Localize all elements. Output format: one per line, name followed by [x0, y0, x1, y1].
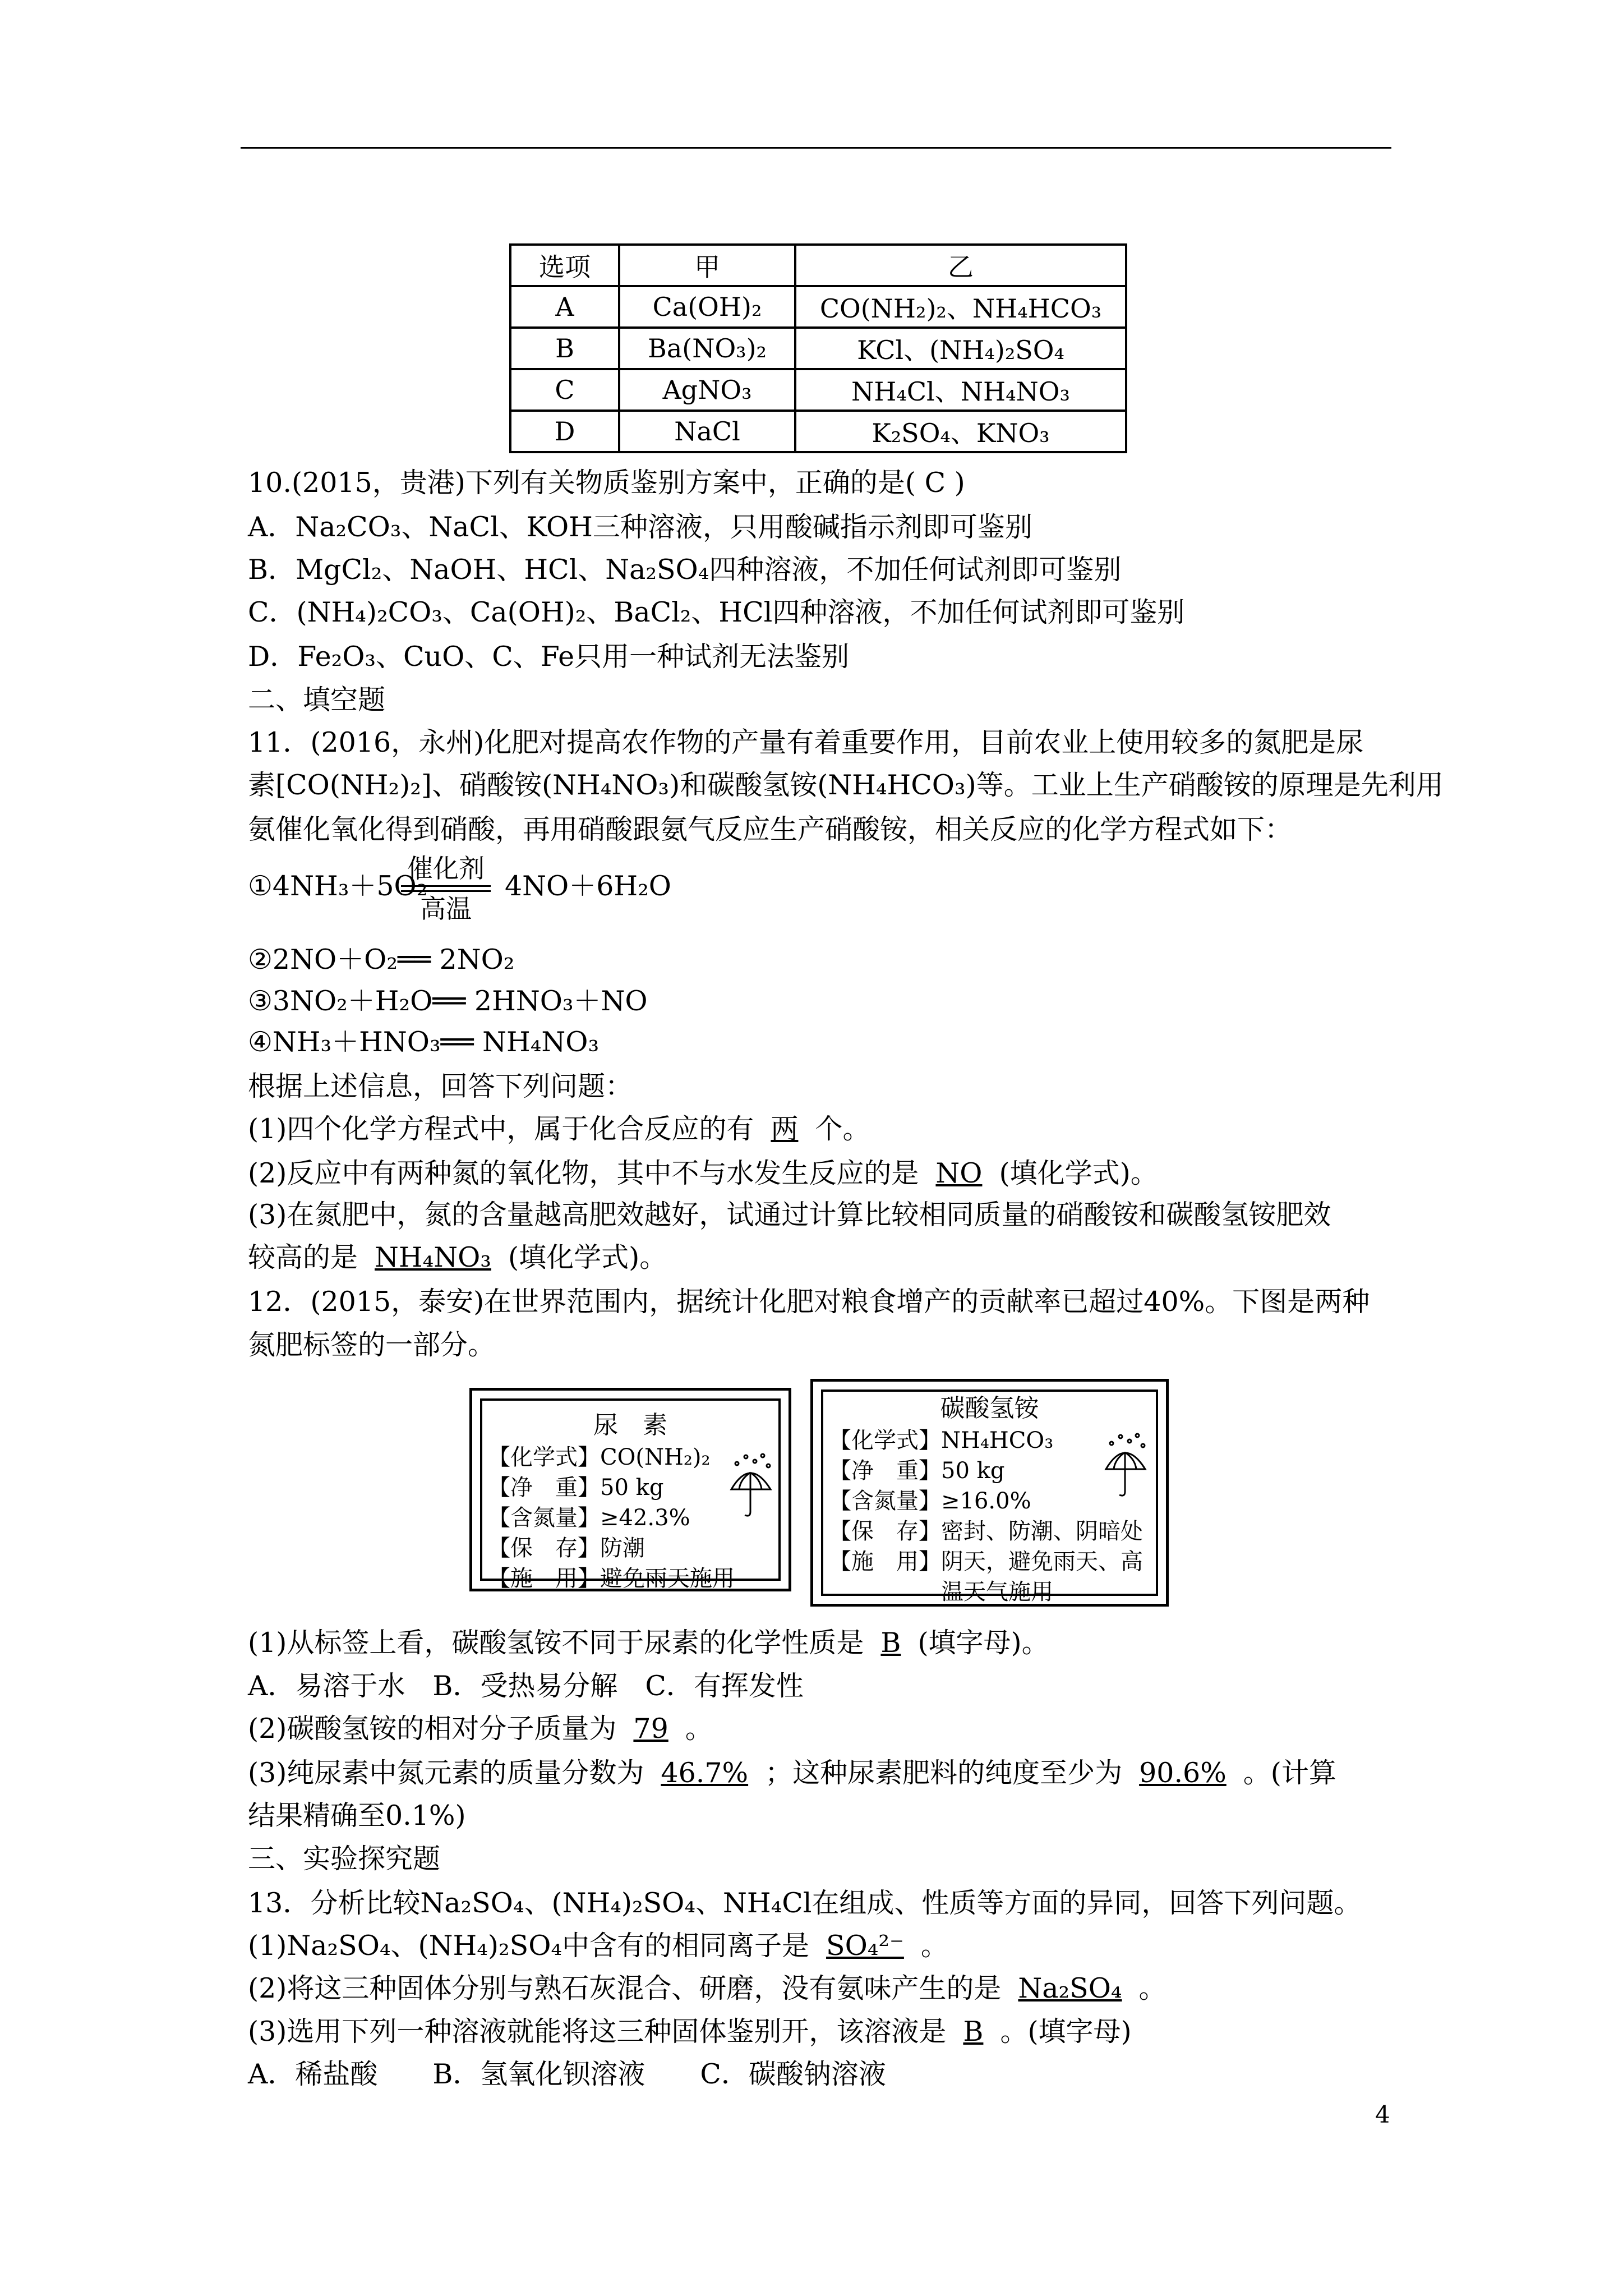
answer-blank: Na₂SO₄ — [1018, 1972, 1122, 2004]
q11-intro: 根据上述信息，回答下列问题： — [248, 1070, 633, 1102]
q11-line: 11．(2016，永州)化肥对提高农作物的产量有着重要作用，目前农业上使用较多的氮肥是尿 — [248, 726, 1364, 758]
q12-part2 — [248, 1707, 713, 1751]
q12-part3 — [248, 1751, 1336, 1795]
header-rule — [241, 147, 1391, 149]
table-cell: AgNO₃ — [619, 369, 795, 411]
q10-option-b: B．MgCl₂、NaOH、HCl、Na₂SO₄四种溶液，不加任何试剂即可鉴别 — [248, 554, 1122, 586]
urea-label — [469, 1388, 791, 1591]
equation-3: ③3NO₂＋H₂O══ 2HNO₃＋NO — [248, 985, 648, 1017]
ammonium-bicarbonate-label — [810, 1379, 1169, 1607]
table-cell: KCl、(NH₄)₂SO₄ — [795, 328, 1126, 369]
equation-1-left: ①4NH₃＋5O₂ — [248, 870, 428, 902]
q11-p2-text: (2)反应中有两种氮的氧化物，其中不与水发生反应的是 — [248, 1157, 919, 1189]
table-cell: CO(NH₂)₂、NH₄HCO₃ — [795, 286, 1126, 328]
condition-catalyst: 催化剂 — [407, 853, 485, 884]
label-title: 尿 素 — [593, 1411, 667, 1439]
q11-part2 — [248, 1152, 1158, 1195]
section-heading: 三、实验探究题 — [248, 1843, 441, 1875]
table-row — [510, 328, 1126, 369]
q13-part1 — [248, 1924, 948, 1968]
table-cell: C — [510, 369, 619, 411]
equation-1-right: 4NO＋6H₂O — [505, 870, 671, 902]
q12-p1-text: (1)从标签上看，碳酸氢铵不同于尿素的化学性质是 — [248, 1627, 864, 1659]
q12-part3-cont: 结果精确至0.1%) — [248, 1800, 466, 1832]
q12-p1-end: (填字母)。 — [917, 1627, 1049, 1659]
label-row: 【净 重】50 kg — [829, 1458, 1005, 1484]
label-row: 【化学式】CO(NH₂)₂ — [488, 1444, 711, 1470]
label-row: 【保 存】密封、防潮、阴暗处 — [829, 1519, 1143, 1544]
label-row: 【施 用】阴天，避免雨天、高 — [829, 1549, 1143, 1575]
q11-part3-cont — [248, 1236, 667, 1280]
label-row: 温天气施用 — [829, 1579, 1053, 1605]
q13-p2-end: 。 — [1138, 1972, 1166, 2004]
table-cell: A — [510, 286, 619, 328]
answer-blank: 79 — [633, 1713, 668, 1745]
table-row — [510, 286, 1126, 328]
options-table — [509, 243, 1127, 453]
q13-p2-text: (2)将这三种固体分别与熟石灰混合、研磨，没有氨味产生的是 — [248, 1972, 1002, 2004]
q12-p3-end: 。(计算 — [1243, 1757, 1336, 1789]
umbrella-rain-icon — [729, 1451, 774, 1519]
section-heading: 二、填空题 — [248, 684, 386, 716]
umbrella-rain-icon — [1104, 1431, 1149, 1498]
answer-blank: B — [880, 1627, 901, 1659]
q13-p3-text: (3)选用下列一种溶液就能将这三种固体鉴别开，该溶液是 — [248, 2016, 947, 2047]
q10-answer: C — [924, 467, 946, 499]
label-row: 【净 重】50 kg — [488, 1475, 664, 1501]
answer-blank: NO — [935, 1157, 983, 1189]
answer-blank: 两 — [771, 1113, 799, 1145]
table-cell: B — [510, 328, 619, 369]
table-cell: D — [510, 411, 619, 452]
reaction-condition — [401, 853, 491, 924]
q11-line: 素[CO(NH₂)₂]、硝酸铵(NH₄NO₃)和碳酸氢铵(NH₄HCO₃)等。工业上生产硝酸铵的原理是先利用 — [248, 769, 1444, 801]
table-row — [510, 411, 1126, 452]
table-header-row — [510, 245, 1126, 286]
q13-stem: 13．分析比较Na₂SO₄、(NH₄)₂SO₄、NH₄Cl在组成、性质等方面的异同，回答下列问题。 — [248, 1887, 1362, 1919]
label-inner-border — [480, 1398, 781, 1591]
q10-stem-text: 10.(2015，贵港)下列有关物质鉴别方案中，正确的是( — [248, 467, 916, 499]
q13-p1-end: 。 — [920, 1930, 948, 1962]
q12-part1-options: A．易溶于水 B．受热易分解 C．有挥发性 — [248, 1670, 804, 1702]
table-row — [510, 369, 1126, 411]
table-cell: NH₄Cl、NH₄NO₃ — [795, 369, 1126, 411]
label-inner-border — [821, 1389, 1158, 1605]
answer-blank: SO₄²⁻ — [826, 1930, 904, 1962]
table-cell: Ca(OH)₂ — [619, 286, 795, 328]
answer-blank: B — [963, 2016, 984, 2047]
q12-part1 — [248, 1621, 1049, 1665]
condition-temperature: 高温 — [420, 894, 472, 924]
label-row: 【含氮量】≥42.3% — [488, 1505, 690, 1531]
answer-blank: 46.7% — [661, 1757, 749, 1789]
q10-stem-end: ) — [954, 467, 965, 499]
table-header: 乙 — [795, 245, 1126, 286]
q10-option-a: A．Na₂CO₃、NaCl、KOH三种溶液，只用酸碱指示剂即可鉴别 — [248, 511, 1032, 543]
q10-option-d: D．Fe₂O₃、CuO、C、Fe只用一种试剂无法鉴别 — [248, 641, 850, 673]
equation-4: ④NH₃＋HNO₃══ NH₄NO₃ — [248, 1026, 600, 1058]
q12-p2-end: 。 — [685, 1713, 713, 1745]
page-number: 4 — [1375, 2101, 1390, 2128]
table-cell: K₂SO₄、KNO₃ — [795, 411, 1126, 452]
q11-p2-end: (填化学式)。 — [999, 1157, 1158, 1189]
q12-line: 12．(2015，泰安)在世界范围内，据统计化肥对粮食增产的贡献率已超过40%。下图是两种 — [248, 1286, 1370, 1318]
q13-p3-end: 。(填字母) — [1000, 2016, 1132, 2047]
q13-options: A．稀盐酸 B．氢氧化钡溶液 C．碳酸钠溶液 — [248, 2058, 886, 2090]
q13-p1-text: (1)Na₂SO₄、(NH₄)₂SO₄中含有的相同离子是 — [248, 1930, 810, 1962]
q11-p3-end: (填化学式)。 — [508, 1241, 667, 1273]
table-cell: Ba(NO₃)₂ — [619, 328, 795, 369]
q12-line: 氮肥标签的一部分。 — [248, 1329, 496, 1361]
q11-p1-text: (1)四个化学方程式中，属于化合反应的有 — [248, 1113, 754, 1145]
q13-part3 — [248, 2010, 1132, 2054]
q10-stem — [248, 461, 965, 505]
answer-blank: 90.6% — [1139, 1757, 1227, 1789]
label-row: 【保 存】防潮 — [488, 1535, 645, 1561]
table-header: 选项 — [510, 245, 619, 286]
q12-p3-mid: ；这种尿素肥料的纯度至少为 — [765, 1757, 1123, 1789]
table-cell: NaCl — [619, 411, 795, 452]
answer-blank: NH₄NO₃ — [375, 1241, 491, 1273]
q12-p2-text: (2)碳酸氢铵的相对分子质量为 — [248, 1713, 617, 1745]
q11-part1 — [248, 1107, 870, 1151]
q11-p1-end: 个。 — [815, 1113, 870, 1145]
q11-line: 氨催化氧化得到硝酸，再用硝酸跟氨气反应生产硝酸铵，相关反应的化学方程式如下： — [248, 813, 1293, 845]
q11-part3: (3)在氮肥中，氮的含量越高肥效越好，试通过计算比较相同质量的硝酸铵和碳酸氢铵肥效 — [248, 1199, 1331, 1231]
label-row: 【含氮量】≥16.0% — [829, 1488, 1031, 1514]
label-row: 【施 用】避免雨天施用 — [488, 1566, 735, 1591]
q10-option-c: C．(NH₄)₂CO₃、Ca(OH)₂、BaCl₂、HCl四种溶液，不加任何试剂即可鉴别 — [248, 596, 1185, 628]
equation-2: ②2NO＋O₂══ 2NO₂ — [248, 944, 515, 976]
table-header: 甲 — [619, 245, 795, 286]
q13-part2 — [248, 1967, 1166, 2010]
q11-p3-text: 较高的是 — [248, 1241, 358, 1273]
equals-bar — [401, 885, 491, 892]
q12-p3-text: (3)纯尿素中氮元素的质量分数为 — [248, 1757, 644, 1789]
label-title: 碳酸氢铵 — [940, 1394, 1039, 1423]
label-row: 【化学式】NH₄HCO₃ — [829, 1428, 1054, 1453]
